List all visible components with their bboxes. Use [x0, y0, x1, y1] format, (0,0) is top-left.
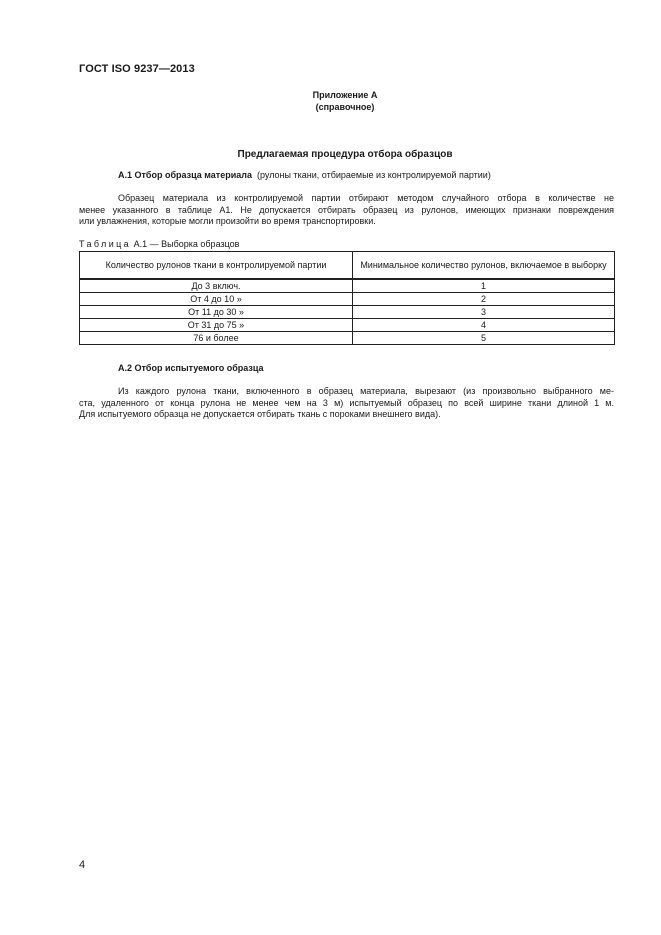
appendix-subtitle: (справочное) [315, 102, 375, 112]
paragraph-line: Из каждого рулона ткани, включенного в образец материала, вырезают (из произвольно выбранного ме- [118, 386, 614, 396]
table-cell-min: 2 [353, 293, 615, 306]
table-row [80, 319, 615, 332]
table-cell-lot: 76 и более [80, 332, 353, 345]
paragraph-line: менее указанного в таблице А1. Не допускается отбирать образец из рулонов, имеющих признаки повреждения [79, 204, 614, 215]
section-a1-paragraph [79, 193, 614, 228]
table-row [80, 293, 615, 306]
table-caption-label: Таблица [79, 239, 132, 249]
section-a1-heading-rest: (рулоны ткани, отбираемые из контролируемой партии) [257, 170, 491, 180]
table-cell-lot: До 3 включ. [80, 279, 353, 293]
paragraph-line: или увлажнения, которые могли произойти во время транспортировки. [79, 216, 376, 226]
table-row [80, 306, 615, 319]
table-row [80, 279, 615, 293]
paragraph-line: Для испытуемого образца не допускается отбирать ткань с пороками внешнего вида). [79, 409, 441, 419]
appendix-block [0, 89, 661, 113]
table-cell-min: 5 [353, 332, 615, 345]
section-a2-heading [118, 363, 264, 373]
table-header-row [80, 252, 615, 280]
paragraph-line: ста, удаленного от конца рулона не менее чем на 3 м) испытуемый образец по всей ширине ткани длиной 1 м. [79, 397, 614, 408]
table-cell-min: 4 [353, 319, 615, 332]
table-cell-min: 1 [353, 279, 615, 293]
appendix-title: Приложение А [312, 90, 378, 100]
main-title: Предлагаемая процедура отбора образцов [237, 149, 453, 160]
section-a1-heading [118, 170, 491, 180]
section-a2-heading-bold: А.2 Отбор испытуемого образца [118, 363, 264, 373]
paragraph-line: Образец материала из контролируемой партии отбирают методом случайного отбора в количестве не [118, 193, 614, 203]
table-header-min: Минимальное количество рулонов, включаемое в выборку [353, 252, 615, 280]
table-cell-lot: От 31 до 75 » [80, 319, 353, 332]
standard-designation: ГОСТ ISO 9237—2013 [79, 63, 195, 75]
section-a1-heading-bold: А.1 Отбор образца материала [118, 170, 252, 180]
table-cell-min: 3 [353, 306, 615, 319]
table-caption-text: А.1 — Выборка образцов [133, 239, 240, 249]
sample-size-table [79, 251, 615, 345]
page-number: 4 [79, 859, 86, 871]
table-cell-lot: От 4 до 10 » [80, 293, 353, 306]
table-row [80, 332, 615, 345]
table-caption [79, 239, 239, 249]
table-header-lot: Количество рулонов ткани в контролируемой партии [80, 252, 353, 280]
section-a2-paragraph [79, 386, 614, 421]
table-cell-lot: От 11 до 30 » [80, 306, 353, 319]
